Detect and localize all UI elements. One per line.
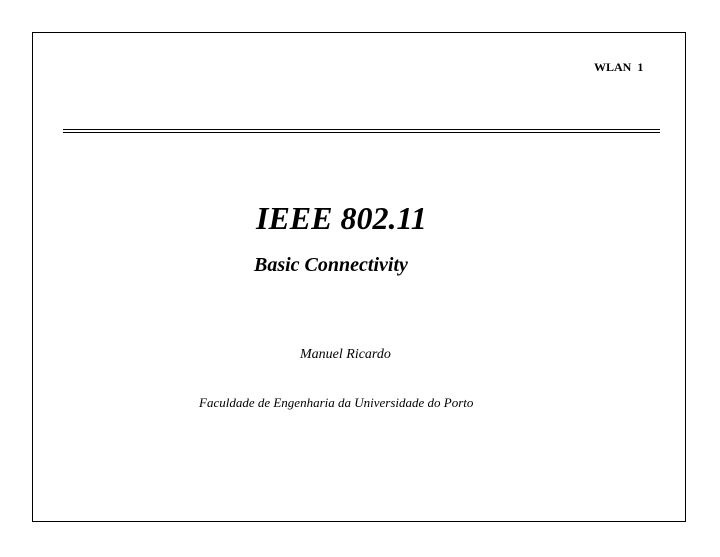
author-name: Manuel Ricardo	[300, 347, 391, 362]
header-rule-bottom	[63, 132, 660, 133]
author-affiliation: Faculdade de Engenharia da Universidade do Porto	[199, 395, 474, 410]
slide-frame	[32, 32, 686, 522]
slide-header-label: WLAN 1	[594, 60, 644, 74]
header-rule-top	[63, 129, 660, 130]
slide-title: IEEE 802.11	[256, 200, 427, 236]
slide-subtitle: Basic Connectivity	[254, 254, 408, 276]
